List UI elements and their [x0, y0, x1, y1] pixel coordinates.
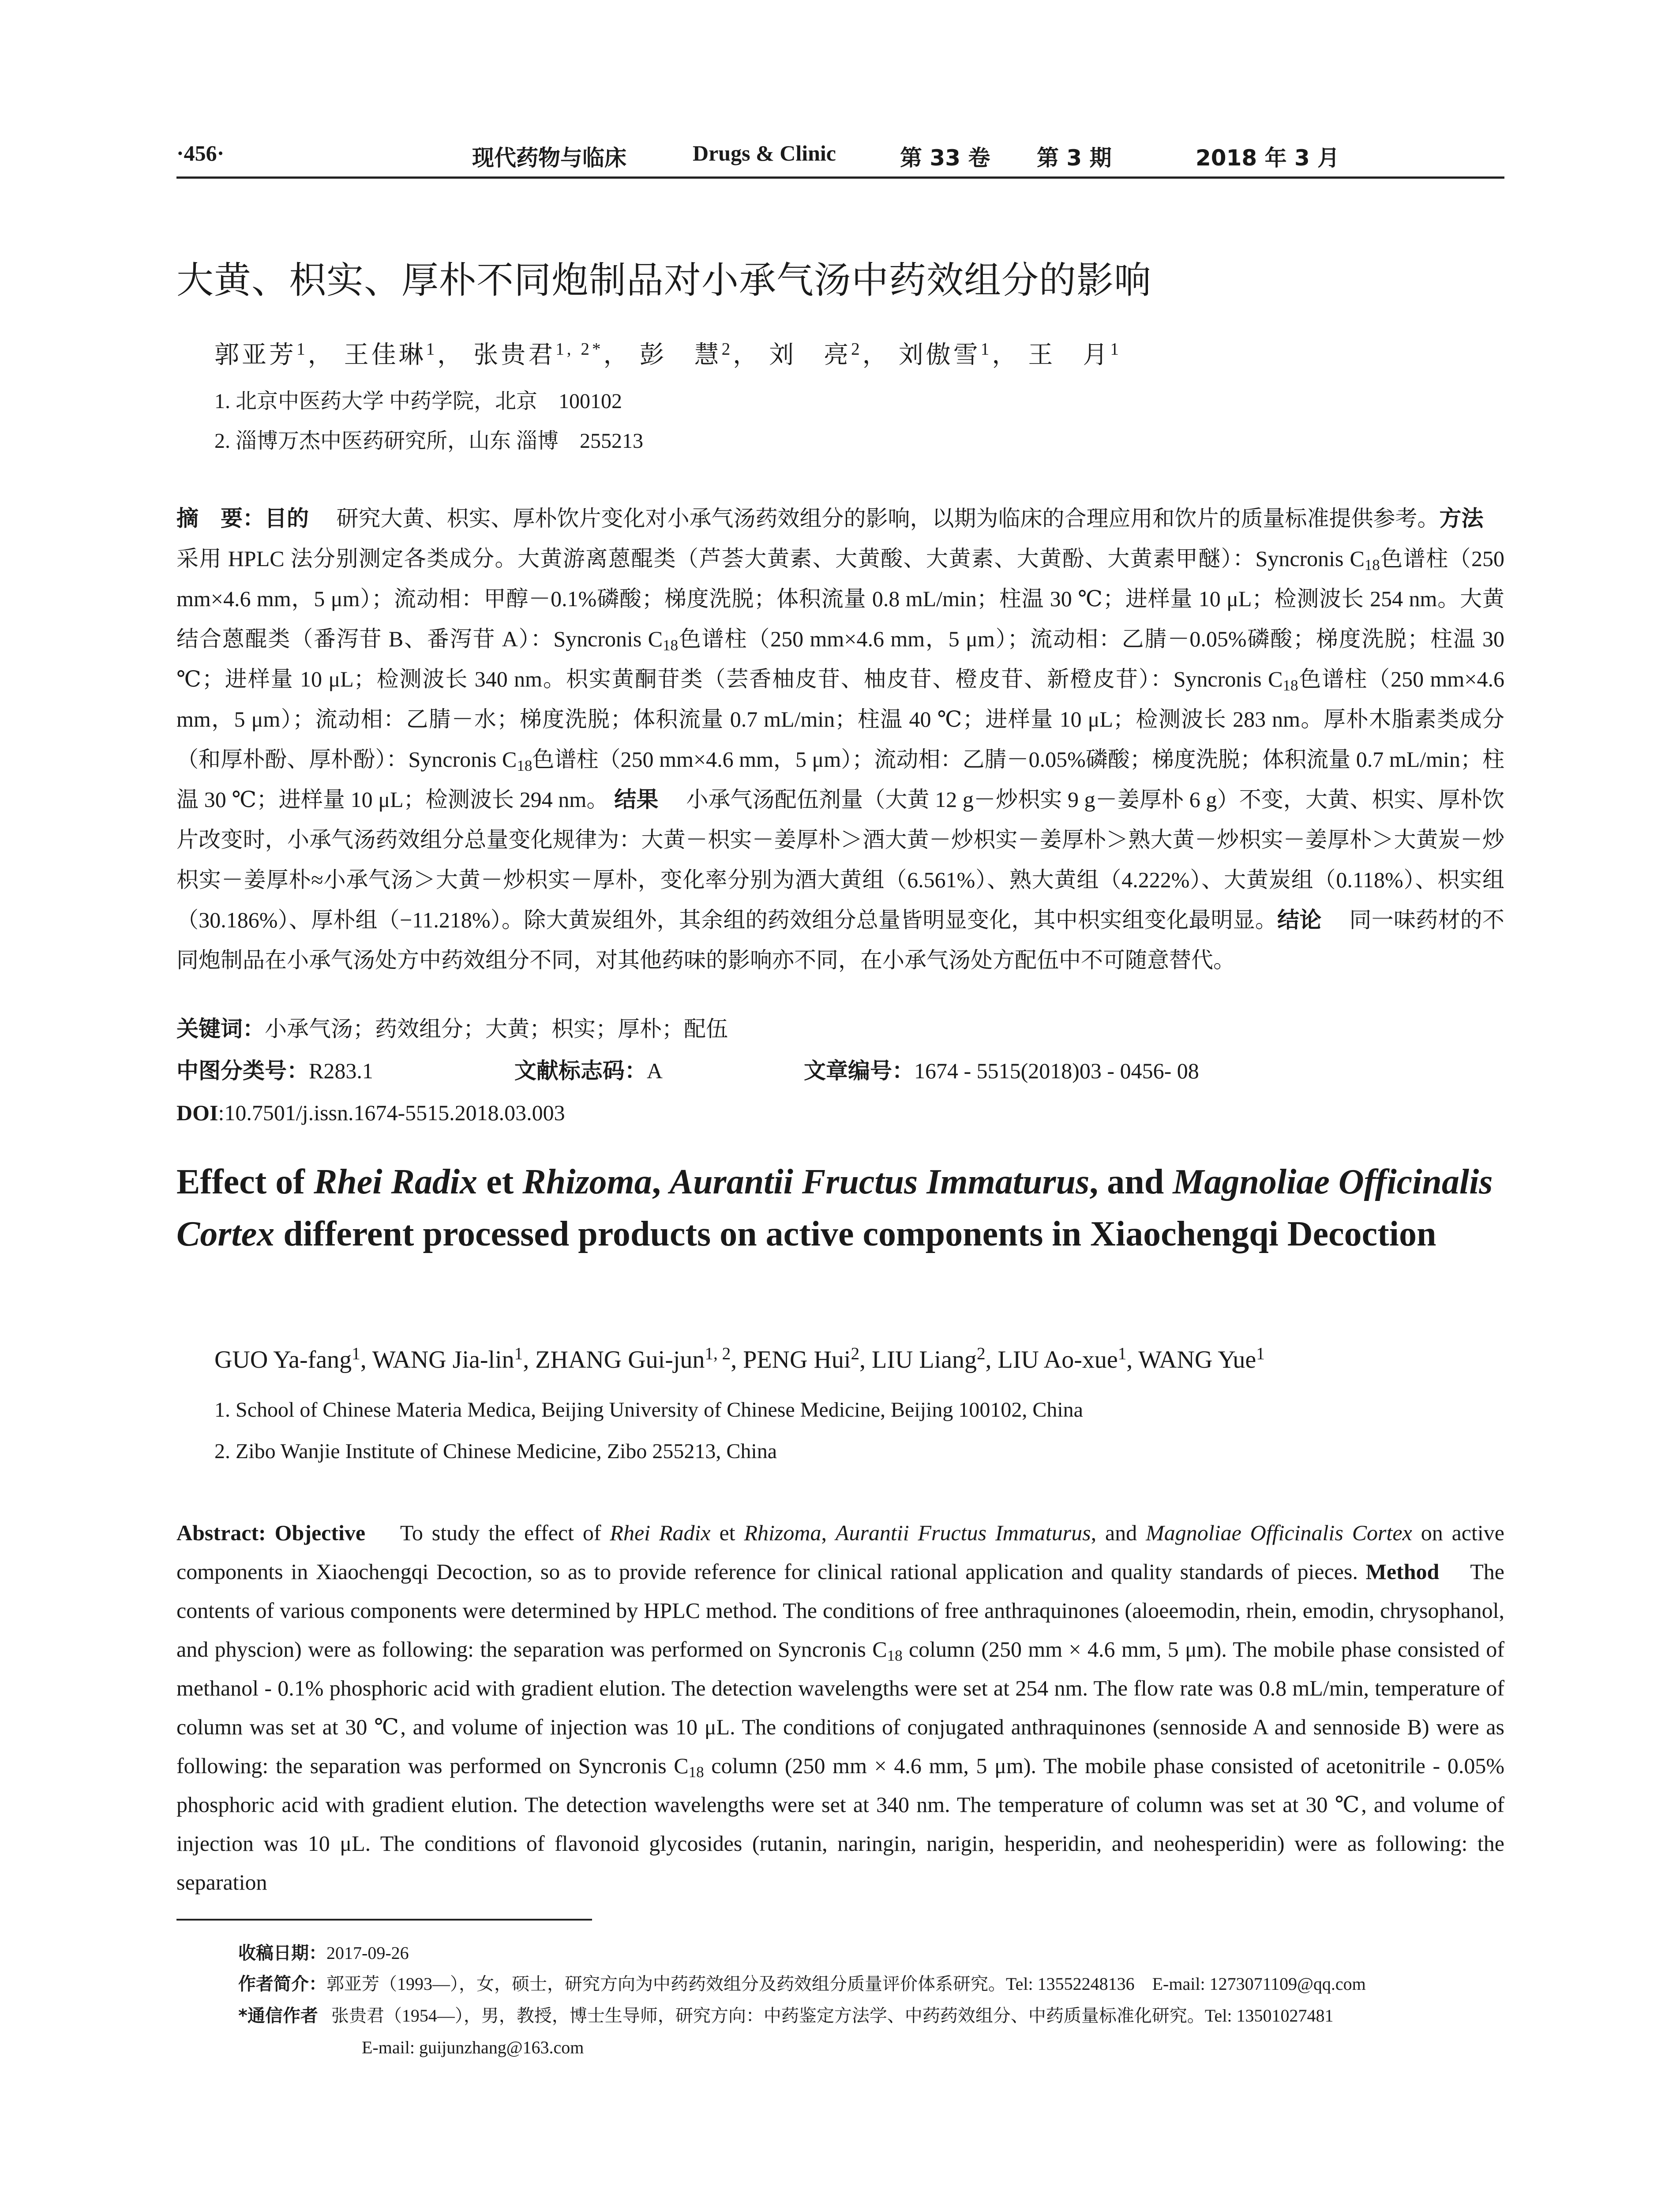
author-name: 郭亚芳 [214, 341, 296, 369]
author-name: 王 月 [1028, 341, 1110, 369]
subscript: 18 [688, 1763, 704, 1781]
subscript: 18 [1282, 676, 1298, 694]
abstract-text: on active components in Xiaochengqi Decoction, so as to provide reference for clinical rational application and quality standards of pieces. [176, 1520, 1504, 1584]
abstract-text: , [821, 1520, 836, 1545]
abstract-text: , and [1091, 1520, 1146, 1545]
method-label-en: Method [1365, 1559, 1440, 1584]
author-affiliation: 1, 2* [555, 339, 604, 359]
volume: 第 33 卷 [900, 145, 990, 171]
page-number: ·456· [176, 141, 225, 165]
subscript: 18 [663, 636, 678, 654]
author-name: 刘傲雪 [898, 341, 981, 369]
issue-date: 2018 年 3 月 [1196, 145, 1340, 171]
author-affiliation: 1 [1256, 1344, 1265, 1363]
result-text: 小承气汤配伍剂量（大黄 12 g－炒枳实 9 g－姜厚朴 6 g）不变，大黄、枳实、厚朴饮片改变时，小承气汤药效组分总量变化规律为：大黄－枳实－姜厚朴＞酒大黄－炒枳实－姜厚朴＞熟大黄－炒枳实－姜厚朴＞大黄炭－炒枳实－姜厚朴≈小承气汤＞大黄－炒枳实－厚朴，变化率分别为酒大黄组（6.561%）、熟大黄组（4.222%）、大黄炭组（0.118%）、枳实组（30.186%）、厚朴组（−11.218%）。除大黄炭组外，其余组的药效组分总量皆明显变化，其中枳实组变化最明显。 [176, 787, 1505, 932]
title-text: et [477, 1163, 523, 1201]
author-affiliation: 2 [851, 339, 862, 359]
method-text: 色谱柱（250 mm×4.6 mm，5 μm）；流动相：乙腈－0.05%磷酸；梯度洗脱；体积流量 0.7 mL/min；柱温 30 ℃；进样量 10 μL；检测波长 294 nm。 [176, 747, 1504, 812]
latin-name: Magnoliae Officinalis Cortex [1146, 1520, 1412, 1545]
affiliation-cn-1: 1. 北京中医药大学 中药学院，北京 100102 [214, 390, 622, 413]
affiliation-en-2: 2. Zibo Wanjie Institute of Chinese Medicine, Zibo 255213, China [214, 1440, 777, 1463]
author-name: LIU Ao-xue [998, 1346, 1118, 1373]
header-rule [176, 176, 1504, 179]
keywords-label: 关键词： [176, 1016, 265, 1042]
footnote-author [238, 1969, 1366, 2000]
subscript: 18 [887, 1647, 903, 1664]
abstract-label-en: Abstract: Objective [176, 1520, 366, 1545]
article-id-label: 文章编号： [803, 1058, 914, 1084]
title-text: different processed products on active components in Xiaochengqi Decoction [274, 1215, 1436, 1253]
author-name: WANG Yue [1138, 1346, 1256, 1373]
title-latin-name: Rhizoma [522, 1163, 652, 1201]
author-affiliation: 1 [980, 339, 992, 359]
author-affiliation: 1 [1110, 339, 1121, 359]
author-name: LIU Liang [872, 1346, 977, 1373]
article-title-cn: 大黄、枳实、厚朴不同炮制品对小承气汤中药效组分的影响 [176, 259, 1152, 302]
method-text: 色谱柱（250 mm×4.6 mm，5 μm）；流动相：乙腈－0.05%磷酸；梯度洗脱；柱温 30 ℃；进样量 10 μL；检测波长 340 nm。枳实黄酮苷类（芸香柚皮苷、柚皮苷、橙皮苷、新橙皮苷）：Syncronis C [176, 627, 1504, 691]
author-affiliation: 2 [721, 339, 733, 359]
author-affiliation: 1 [514, 1344, 523, 1363]
classification-line [176, 1051, 1504, 1091]
abstract-en [176, 1513, 1504, 1902]
doi-link[interactable]: :10.7501/j.issn.1674-5515.2018.03.003 [218, 1100, 565, 1125]
abstract-cn [176, 499, 1504, 980]
author-affiliation: 2 [976, 1344, 986, 1363]
author-list-en: GUO Ya-fang$^1$, WANG Jia-lin$^1$, ZHANG Gui-jun$^{1, 2}$, PENG Hui$^2$, LIU Liang$^2$, LIU Ao-xue$^1$, WANG Yue$^1$ [214, 1344, 1265, 1373]
doi-line [176, 1093, 1504, 1133]
keywords-cn [176, 1009, 1504, 1049]
abstract-text: et [710, 1520, 744, 1545]
corresponding-label: *通信作者 [238, 2006, 318, 2026]
title-latin-name: Rhei Radix [313, 1163, 478, 1201]
journal-name-en: Drugs & Clinic [693, 141, 836, 165]
author-name: 王佳琳 [344, 341, 426, 369]
received-date: 2017-09-26 [326, 1943, 409, 1963]
clc-label: 中图分类号： [176, 1058, 309, 1084]
author-affiliation: 1 [1118, 1344, 1127, 1363]
clc-value: R283.1 [309, 1058, 373, 1083]
author-affiliation: 1 [296, 339, 308, 359]
latin-name: Rhizoma [744, 1520, 821, 1545]
footnote-corresponding [238, 2000, 1334, 2031]
footnote-rule [176, 1919, 592, 1921]
corresponding-email[interactable]: E-mail: guijunzhang@163.com [362, 2037, 584, 2057]
author-affiliation: 1, 2 [705, 1344, 731, 1363]
doi-label: DOI [176, 1100, 218, 1125]
article-id-value: 1674 - 5515(2018)03 - 0456- 08 [914, 1058, 1199, 1083]
title-latin-name: Aurantii Fructus Immaturus [669, 1163, 1090, 1201]
article-title-en [176, 1156, 1504, 1260]
keywords-value: 小承气汤；药效组分；大黄；枳实；厚朴；配伍 [265, 1017, 728, 1041]
title-text: Effect of [176, 1163, 314, 1201]
author-affiliation: 1 [426, 339, 438, 359]
method-text: 色谱柱（250 mm×4.6 mm，5 μm）；流动相：乙腈－水；梯度洗脱；体积流量 0.7 mL/min；柱温 40 ℃；进样量 10 μL；检测波长 283 nm。厚朴木脂素类成分（和厚朴酚、厚朴酚）：Syncronis C [176, 667, 1504, 772]
received-label: 收稿日期： [238, 1943, 326, 1963]
author-affiliation: 1 [352, 1344, 360, 1363]
author-name: WANG Jia-lin [372, 1346, 514, 1373]
conclusion-text: 同一味药材的不同炮制品在小承气汤处方中药效组分不同，对其他药味的影响亦不同，在小承气汤处方配伍中不可随意替代。 [176, 908, 1504, 972]
latin-name: Rhei Radix [610, 1520, 711, 1545]
author-list-cn: 郭亚芳$^1$， 王佳琳$^1$， 张贵君$^{1, 2*}$， 彭 慧$^2$， 刘 亮$^2$， 刘傲雪$^1$， 王 月$^1$ [214, 339, 1121, 369]
author-name: GUO Ya-fang [214, 1346, 352, 1373]
latin-name: Aurantii Fructus Immaturus [835, 1520, 1091, 1545]
affiliation-en-1: 1. School of Chinese Materia Medica, Beijing University of Chinese Medicine, Beijing 100102, China [214, 1398, 1083, 1422]
method-label: 方法 [1439, 506, 1484, 531]
subscript: 18 [517, 757, 532, 774]
abstract-text: column (250 mm × 4.6 mm, 5 μm). The mobile phase consisted of methanol - 0.1% phosphoric acid with gradient elution. The detection wavelengths were set at 254 nm. The flow rate was 0.8 mL/min, temperature of column was set at 30 ℃, and volume of injection was 10 μL. The conditions of conjugated anthraquinones (sennoside A and sennoside B) were as following: the separation was performed on Syncronis C [176, 1637, 1504, 1778]
abstract-label: 摘 要： [176, 506, 265, 531]
objective-text: 研究大黄、枳实、厚朴饮片变化对小承气汤药效组分的影响，以期为临床的合理应用和饮片的质量标准提供参考。 [336, 506, 1440, 531]
result-label: 结果 [614, 787, 659, 812]
author-name: 张贵君 [473, 341, 556, 369]
title-text: , and [1089, 1163, 1173, 1201]
author-name: 刘 亮 [769, 341, 851, 369]
author-name: 彭 慧 [639, 341, 722, 369]
conclusion-label: 结论 [1277, 907, 1322, 933]
affiliation-cn-2: 2. 淄博万杰中医药研究所，山东 淄博 255213 [214, 429, 644, 453]
running-header [176, 140, 1504, 176]
subscript: 18 [1364, 556, 1380, 574]
footnote-received [238, 1938, 409, 1969]
title-latin-name: Magnoliae Officinalis Cortex [176, 1163, 1493, 1253]
doc-code-label: 文献标志码： [514, 1058, 647, 1084]
method-text: 色谱柱（250 mm×4.6 mm，5 μm）；流动相：甲醇－0.1%磷酸；梯度洗脱；体积流量 0.8 mL/min；柱温 30 ℃；进样量 10 μL；检测波长 254 nm。大黄结合蒽醌类（番泻苷 B、番泻苷 A）：Syncronis C [176, 546, 1504, 651]
abstract-text: To study the effect of [400, 1520, 610, 1545]
issue: 第 3 期 [1037, 145, 1112, 171]
author-bio-label: 作者简介： [238, 1974, 326, 1994]
author-name: PENG Hui [743, 1346, 851, 1373]
abstract-text: The contents of various components were determined by HPLC method. The conditions of free anthraquinones (aloeemodin, rhein, emodin, chrysophanol, and physcion) were as following: the separation was performed on Syncronis C [176, 1559, 1504, 1662]
journal-name-cn: 现代药物与临床 [472, 145, 626, 171]
author-bio: 郭亚芳（1993—），女，硕士，研究方向为中药药效组分及药效组分质量评价体系研究。Tel: 13552248136 E-mail: 1273071109@qq.com [326, 1974, 1366, 1994]
corresponding-bio: 张贵君（1954—），男，教授，博士生导师，研究方向：中药鉴定方法学、中药药效组分、中药质量标准化研究。Tel: 13501027481 [331, 2006, 1334, 2026]
doc-code-value: A [646, 1058, 663, 1083]
abstract-text: column (250 mm × 4.6 mm, 5 μm). The mobile phase consisted of acetonitrile - 0.05% phosphoric acid with gradient elution. The detection wavelengths were set at 340 nm. The temperature of column was set at 30 ℃, and volume of injection was 10 μL. The conditions of flavonoid glycosides (rutanin, naringin, narigin, hesperidin, and neohesperidin) were as following: the separation [176, 1753, 1504, 1895]
title-text: , [652, 1163, 670, 1201]
author-name: ZHANG Gui-jun [535, 1346, 705, 1373]
method-text: 采用 HPLC 法分别测定各类成分。大黄游离蒽醌类（芦荟大黄素、大黄酸、大黄素、大黄酚、大黄素甲醚）：Syncronis C [176, 546, 1365, 571]
author-affiliation: 2 [851, 1344, 860, 1363]
objective-label: 目的 [265, 506, 309, 531]
